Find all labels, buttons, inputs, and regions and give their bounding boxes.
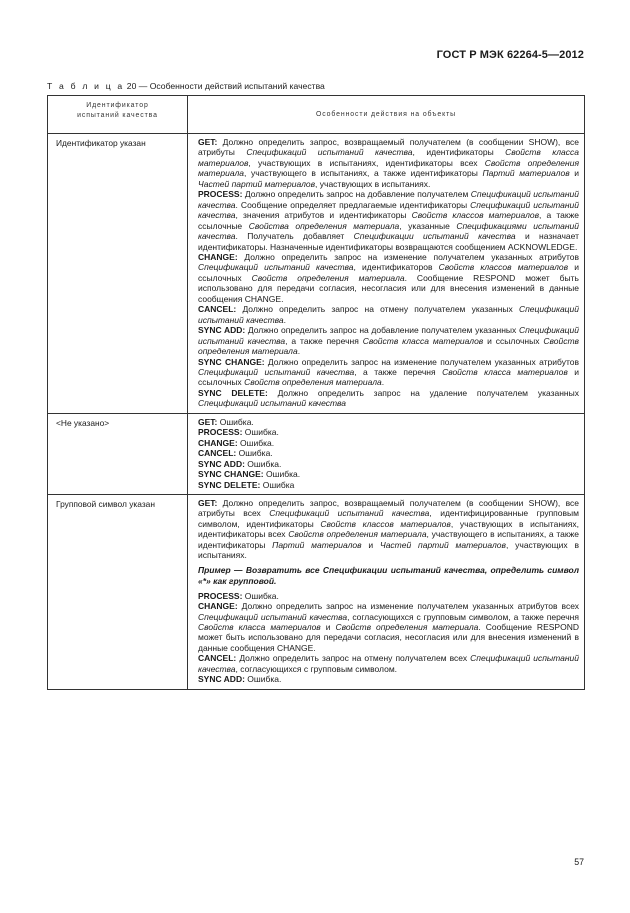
row-wildcard-specified-actions — [188, 494, 585, 689]
caption-text: 20 — Особенности действий испытаний качества — [124, 81, 325, 91]
table-header-row — [48, 96, 585, 134]
sync-delete-action: SYNC DELETE: Ошибка — [198, 479, 295, 490]
row-not-specified: <Не указано> — [48, 413, 188, 494]
get-action: GET: Должно определить запрос, возвращаемый получателем (в сообщении SHOW), все атрибуты Спецификаций испытаний качества, идентификаторы Свойств класса материалов, участвующих в испытаниях, идентификаторы всех Свойств определения материала, участвующего в испытаниях, а также идентификаторы Партий материалов и Частей партий материалов, участвующих в испытаниях. — [198, 137, 579, 189]
page-number: 57 — [574, 857, 584, 867]
cancel-action: CANCEL: Ошибка. — [198, 448, 273, 459]
table-row — [48, 413, 585, 494]
col-header-identifier-line1: Идентификатор — [86, 102, 149, 109]
row-identifier-specified: Идентификатор указан — [48, 134, 188, 414]
cancel-action: CANCEL: Должно определить запрос на отмену получателем всех Спецификаций испытаний качества, согласующихся с групповым символом. — [198, 653, 579, 674]
row-identifier-specified-actions — [188, 134, 585, 414]
get-action: GET: Ошибка. — [198, 416, 254, 427]
get-action: GET: Должно определить запрос, возвращаемый получателем (в сообщении SHOW), все атрибуты всех Спецификаций испытаний качества, идентифицированные групповым символом, идентификаторы Свойств классов материалов, участвующих в испытаниях, идентификаторы всех Свойств определения материала, участвующего в испытаниях, а также идентификаторы Партий материалов и Частей партий материалов, участвующих в испытаниях. — [198, 497, 579, 561]
process-action: PROCESS: Ошибка. — [198, 590, 279, 601]
sync-change-action: SYNC CHANGE: Ошибка. — [198, 469, 301, 480]
table-caption — [47, 81, 325, 91]
change-action: CHANGE: Должно определить запрос на изменение получателем указанных атрибутов всех Спецификаций испытаний качества, согласующихся с групповым символом, а также перечня Свойств класса материалов и Свойств определения материала. Сообщение RESPOND может быть использовано для передачи согласия, несогласия или для внесения изменений в данные сообщения CHANGE. — [198, 601, 579, 653]
sync-add-action: SYNC ADD: Ошибка. — [198, 674, 282, 685]
sync-delete-action: SYNC DELETE: Должно определить запрос на удаление получателем указанных Спецификаций испытаний качества — [198, 387, 579, 409]
standard-designation: ГОСТ Р МЭК 62264-5—2012 — [436, 49, 584, 61]
process-action: PROCESS: Ошибка. — [198, 427, 279, 438]
sync-change-action: SYNC CHANGE: Должно определить запрос на изменение получателем указанных атрибутов Спецификаций испытаний качества, а также перечня Свойств класса материалов и ссылочных Свойств определения материала. — [198, 356, 579, 388]
cancel-action: CANCEL: Должно определить запрос на отмену получателем указанных Спецификаций испытаний качества. — [198, 304, 579, 325]
sync-add-action: SYNC ADD: Ошибка. — [198, 458, 282, 469]
change-action: CHANGE: Ошибка. — [198, 437, 275, 448]
col-header-identifier — [48, 96, 188, 134]
process-action: PROCESS: Должно определить запрос на добавление получателем Спецификаций испытаний качества. Сообщение определяет предлагаемые идентификаторы Спецификаций испытаний качества, значения атрибутов и идентификаторы Свойств классов материалов, а также ссылочные Свойства определения материала, указанные Спецификациями испытаний качества. Получатель добавляет Спецификации испытаний качества и назначает идентификаторы. Назначенные идентификаторы возвращаются сообщением ACKNOWLEDGE. — [198, 189, 579, 252]
col-header-identifier-line2: испытаний качества — [77, 112, 158, 119]
sync-add-action: SYNC ADD: Должно определить запрос на добавление получателем указанных Спецификаций испытаний качества, а также перечня Свойств класса материалов и ссылочных Свойств определения материала. — [198, 325, 579, 357]
change-action: CHANGE: Должно определить запрос на изменение получателем указанных атрибутов Спецификаций испытаний качества, идентификаторов Свойств классов материалов и ссылочных Свойств определения материала. Сообщение RESPOND может быть использовано для передачи согласия, несогласия или для внесения изменений в данные сообщения CHANGE. — [198, 251, 579, 304]
table-row — [48, 494, 585, 689]
example-note: Пример — Возвратить все Спецификации испытаний качества, определить символ «*» как групповой. — [198, 564, 579, 586]
caption-label: Т а б л и ц а — [47, 81, 125, 91]
quality-test-actions-table — [47, 95, 585, 690]
row-not-specified-actions — [188, 413, 585, 494]
row-wildcard-specified: Групповой символ указан — [48, 494, 188, 689]
table-row — [48, 134, 585, 414]
col-header-actions: Особенности действия на объекты — [188, 96, 585, 134]
